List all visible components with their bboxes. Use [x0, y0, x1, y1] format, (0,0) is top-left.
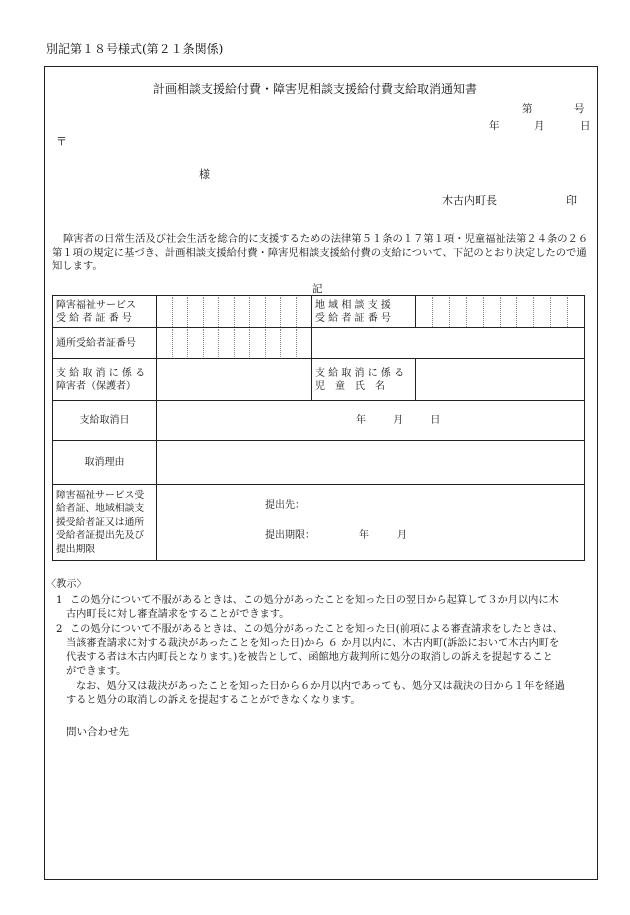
- number-label-dai: 第: [522, 103, 533, 115]
- date-year-label: 年: [489, 120, 500, 132]
- notice-item2-line2: 当該審査請求に対する裁決があったことを知った日)から ６ か月以内に、木古内町(訴訟において木古内町を: [66, 638, 560, 649]
- child-label: [312, 359, 416, 401]
- notice-item2-line3: 代表する者は木古内町長となります。)を被告として、函館地方裁判所に処分の取消しの訴えを提起すること: [66, 652, 553, 663]
- svc-cert-label-line2: 受 給 者 証 番 号: [56, 312, 132, 324]
- postal-mark: 〒: [56, 135, 67, 148]
- submit-to-label: 提出先：: [265, 500, 305, 511]
- contact-label: 問い合わせ先: [66, 726, 129, 738]
- day-cert-label: 通所受給者証番号: [53, 328, 157, 359]
- form-number: 別記第１８号様式(第２１条関係): [46, 42, 224, 56]
- honorific-sama: 様: [199, 168, 210, 181]
- reason-label: 取消理由: [53, 441, 157, 485]
- cancel-date-label: 支給取消日: [53, 401, 157, 441]
- submit-field[interactable]: [157, 485, 585, 561]
- cancel-date-year: 年: [356, 415, 366, 426]
- submit-label-line5: 提出期限: [56, 543, 96, 555]
- issuer-name: 木古内町長: [442, 194, 497, 207]
- notice-item1-line2: 古内町長に対し審査請求をすることができます。: [66, 609, 290, 620]
- area-cert-label-line1: 地 域 相 談 支 援: [315, 299, 391, 311]
- area-cert-label: [312, 296, 416, 328]
- area-cert-number-field[interactable]: [416, 296, 585, 328]
- intro-paragraph: 障害者の日常生活及び社会生活を総合的に支援するための法律第５１条の１７第１項・児童福祉法第２４条の２６第１項の規定に基づき、計画相談支援給付費・障害児相談支援給付費の支給について、下記のとおり決定したので通知します。: [52, 233, 589, 272]
- row-person: [53, 359, 585, 401]
- details-table: [52, 295, 585, 561]
- row-cancel-date: [53, 401, 585, 441]
- person-name-field[interactable]: [157, 359, 312, 401]
- number-label-go: 号: [574, 103, 585, 115]
- document-title: 計画相談支援給付費・障害児相談支援給付費支給取消通知書: [152, 82, 477, 96]
- day-cert-blank: [312, 328, 585, 359]
- notice-item1-number: 1: [56, 595, 63, 606]
- day-cert-number-field[interactable]: [157, 328, 312, 359]
- person-label-line1: 支 給 取 消 に 係 る: [56, 367, 146, 379]
- date-day-label: 日: [580, 120, 591, 132]
- area-cert-label-line2: 受 給 者 証 番 号: [315, 312, 391, 324]
- reason-field[interactable]: [157, 441, 585, 485]
- notice-item2-line1: この処分について不服があるときは、この処分があったことを知った日(前項による審査請求をしたときは、: [70, 624, 563, 635]
- child-label-line2: 児 童 氏 名: [315, 380, 385, 392]
- svc-cert-label-line1: 障害福祉サービス: [56, 299, 136, 311]
- row-submit: [53, 485, 585, 561]
- child-label-line1: 支 給 取 消 に 係 る: [315, 367, 405, 379]
- person-label-line2: 障害者（保護者）: [56, 380, 136, 392]
- ki-label: 記: [312, 283, 323, 295]
- submit-label-line4: 受給者証提出先及び: [56, 530, 145, 542]
- notice-item1-line1: この処分について不服があるときは、この処分があったことを知った日の翌日から起算して３か月以内に木: [70, 595, 559, 606]
- submit-label-line2: 給者証、地域相談支: [56, 503, 145, 515]
- submit-label-line1: 障害福祉サービス受: [56, 489, 145, 501]
- submit-deadline-label: 提出期限：: [265, 530, 315, 541]
- person-label: [53, 359, 157, 401]
- svc-cert-label: [53, 296, 157, 328]
- notice-item2-line4: ができます。: [66, 666, 127, 677]
- cancel-date-day: 日: [430, 415, 441, 426]
- seal-mark: 印: [566, 194, 577, 207]
- deadline-month-label: 月: [397, 530, 407, 541]
- cancel-date-field[interactable]: [157, 401, 585, 441]
- child-name-field[interactable]: [416, 359, 585, 401]
- submit-label: [53, 485, 157, 561]
- row-reason: [53, 441, 585, 485]
- notice-item2-number: 2: [56, 624, 63, 635]
- deadline-year-label: 年: [359, 530, 369, 541]
- submit-label-line3: 援受給者証又は通所: [56, 516, 145, 528]
- row-day-cert: [53, 328, 585, 359]
- svc-cert-number-field[interactable]: [157, 296, 312, 328]
- date-month-label: 月: [534, 120, 545, 132]
- cancel-date-month: 月: [393, 415, 404, 426]
- notice-item2-line5: なお、処分又は裁決があったことを知った日から６か月以内であっても、処分又は裁決の日から１年を経過: [76, 681, 565, 692]
- notice-heading: 〈教示〉: [46, 579, 87, 590]
- row-cert-numbers: [53, 296, 585, 328]
- notice-item2-line6: すると処分の取消しの訴えを提起することができなくなります。: [66, 695, 361, 706]
